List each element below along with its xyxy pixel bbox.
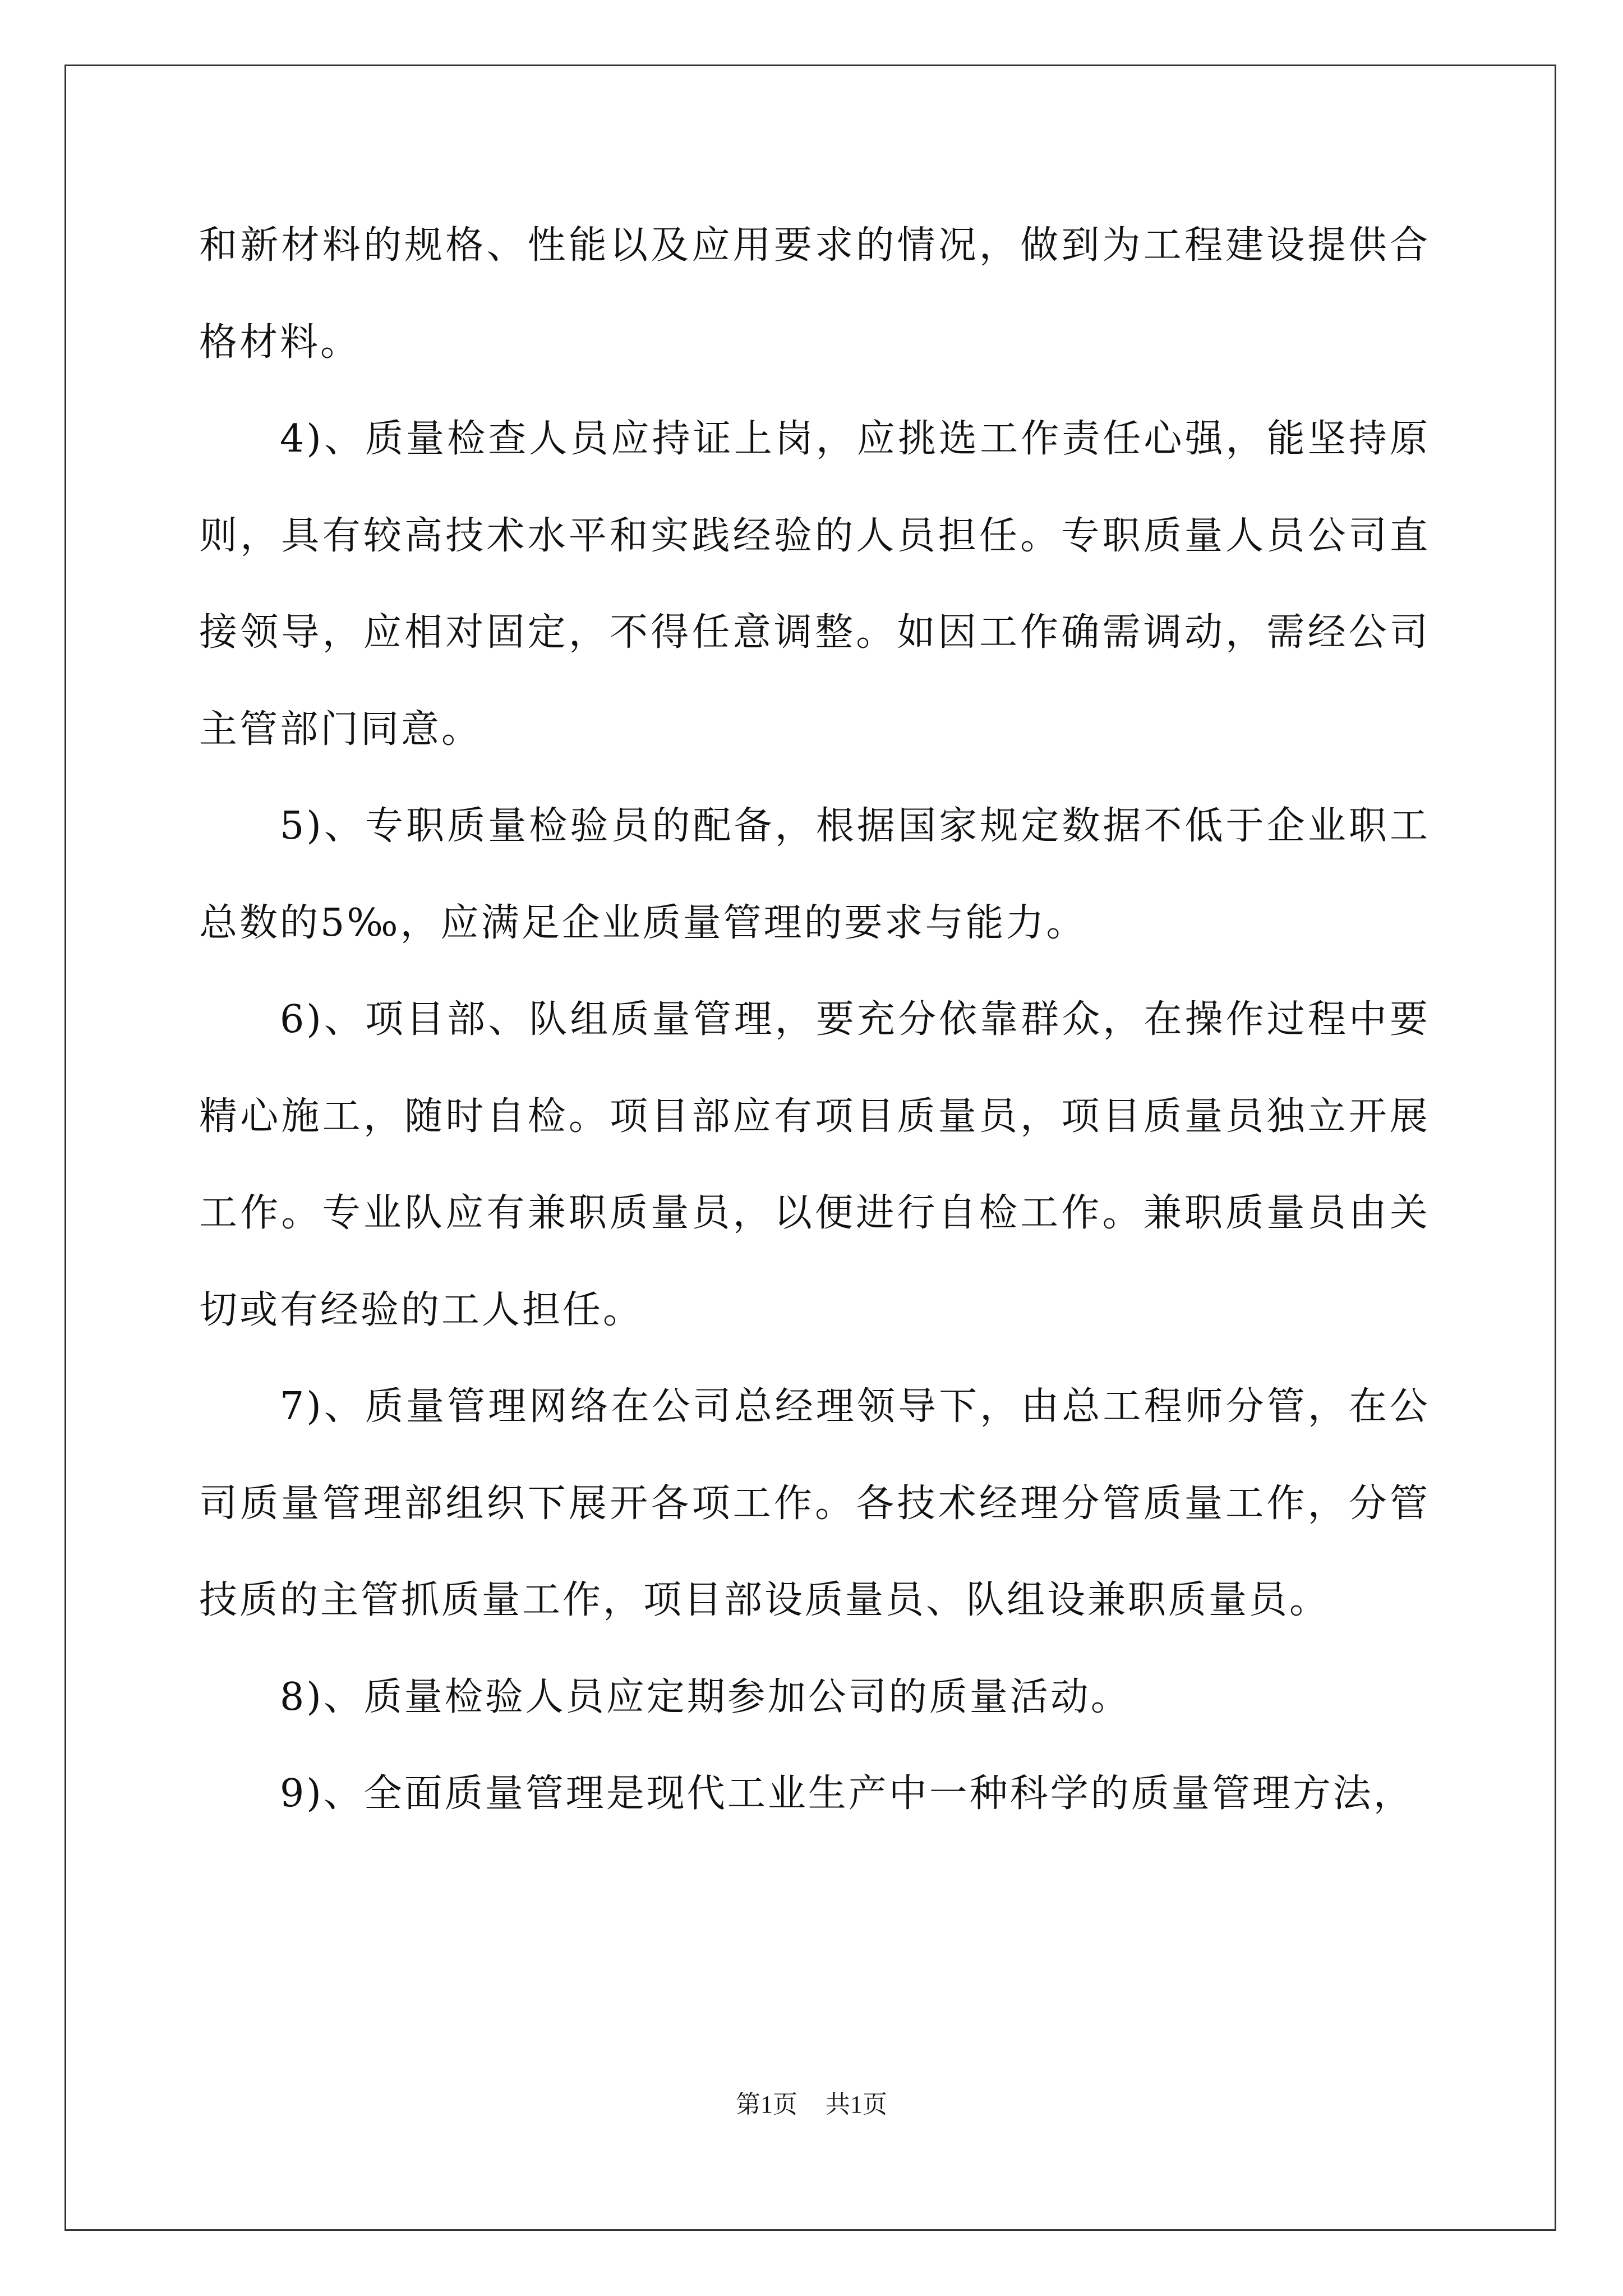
paragraph-item-7: 7)、质量管理网络在公司总经理领导下，由总工程师分管，在公司质量管理部组织下展开各项工作。各技术经理分管质量工作，分管技质的主管抓质量工作，项目部设质量员、队组设兼职质量员。 bbox=[199, 1384, 1430, 1622]
page-total: 共1页 bbox=[826, 2091, 887, 2118]
page-footer bbox=[0, 2088, 1623, 2122]
document-body bbox=[199, 197, 1430, 1843]
paragraph-item-9: 9)、全面质量管理是现代工业生产中一种科学的质量管理方法， bbox=[280, 1772, 1414, 1816]
paragraph-continuation: 和新材料的规格、性能以及应用要求的情况，做到为工程建设提供合格材料。 bbox=[199, 223, 1430, 365]
paragraph-item-4: 4)、质量检查人员应持证上岗，应挑选工作责任心强，能坚持原则，具有较高技术水平和实践经验的人员担任。专职质量人员公司直接领导，应相对固定，不得任意调整。如因工作确需调动，需经公司主管部门同意。 bbox=[199, 417, 1430, 752]
paragraph-item-5: 5)、专职质量检验员的配备，根据国家规定数据不低于企业职工总数的5‰，应满足企业质量管理的要求与能力。 bbox=[199, 804, 1430, 945]
paragraph-item-8: 8)、质量检验人员应定期参加公司的质量活动。 bbox=[280, 1674, 1131, 1719]
paragraph-item-6: 6)、项目部、队组质量管理，要充分依靠群众，在操作过程中要精心施工，随时自检。项目部应有项目质量员，项目质量员独立开展工作。专业队应有兼职质量员，以便进行自检工作。兼职质量员由关切或有经验的工人担任。 bbox=[199, 997, 1430, 1332]
page-number: 第1页 bbox=[736, 2091, 797, 2118]
